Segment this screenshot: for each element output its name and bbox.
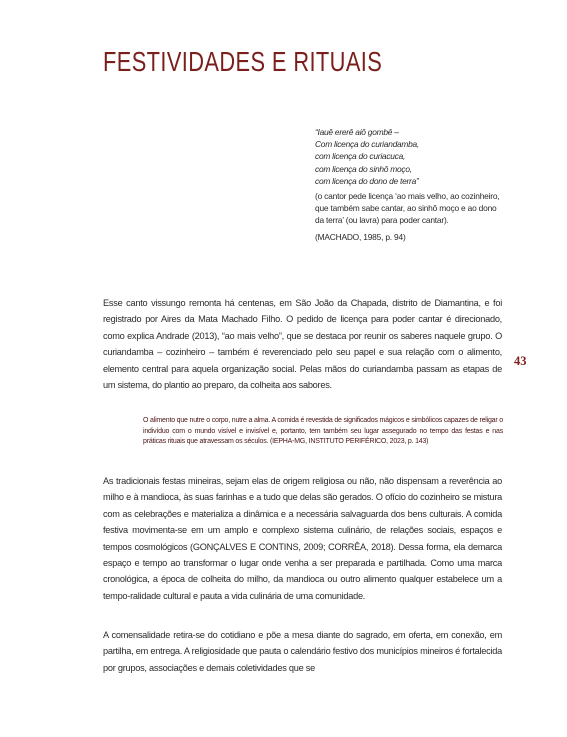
section-title: FESTIVIDADES E RITUAIS bbox=[103, 46, 383, 77]
epigraph-song-line: com licença do dono de terra” bbox=[315, 175, 419, 186]
callout-quote: O alimento que nutre o corpo, nutre a alma. A comida é revestida de significados mágicos e simbólicos capazes de religar o indivíduo com o mundo visível e invisível e, portanto, tem também seu lugar assegurado no tempo das festas e nas práticas rituais que atravessam os séculos. (IEPHA-MG, INSTITUTO PERIFÉRICO, 2023, p. 143) bbox=[143, 417, 503, 446]
body-paragraph: As tradicionais festas mineiras, sejam elas de origem religiosa ou não, não dispensam a reverência ao milho e à mandioca, às suas farinhas e a tudo que delas são gerados. O ofício do cozinheiro se mistura com as celebrações e materializa a dinâmica e a necessária salvaguarda dos bens culturais. A comida festiva movimenta-se em um amplo e complexo sistema culinário, de relações sociais, espaços e tempos cosmológicos (GONÇALVES E CONTINS, 2009; CORRÊA, 2018). Dessa forma, ela demarca espaço e tempo ao transformar o lugar onde venha a ser preparada e partilhada. Como uma marca cronológica, a época de colheita do milho, da mandioca ou outro alimento qualquer estabelece um a tempo-ralidade cultural e pauta a vida culinária de uma comunidade. bbox=[103, 476, 502, 601]
page-number: 43 bbox=[514, 354, 527, 368]
epigraph-song-line: com licença do sinhô moço, bbox=[315, 163, 412, 174]
epigraph-translation: (o cantor pede licença ‘ao mais velho, ao cozinheiro, que também sabe cantar, ao sinhô moço e ao dono da terra’ (ou lavra) para poder cantar). bbox=[315, 191, 500, 226]
epigraph-song-line: “Iauê ererê aiô gombê – bbox=[315, 127, 399, 137]
epigraph-citation: (MACHADO, 1985, p. 94) bbox=[315, 231, 406, 242]
epigraph bbox=[315, 126, 500, 243]
body-paragraph: Esse canto vissungo remonta há centenas, em São João da Chapada, distrito de Diamantina, e foi registrado por Aires da Mata Machado Filho. O pedido de licença para poder cantar é direcionado, como explica Andrade (2013), “ao mais velho”, que se destaca por reunir os saberes naquele grupo. O curiandamba – cozinheiro – também é reverenciado pelo seu papel e sua relação com o alimento, elemento central para aquela organização social. Pelas mãos do curiandamba passam as etapas de um sistema, do plantio ao preparo, da colheita aos sabores. bbox=[103, 298, 502, 391]
body-paragraph: A comensalidade retira-se do cotidiano e põe a mesa diante do sagrado, em oferta, em conexão, em partilha, em entrega. A religiosidade que pauta o calendário festivo dos municípios mineiros é fortalecida por grupos, associações e demais coletividades que se bbox=[103, 630, 502, 673]
epigraph-song-line: com licença do curiacuca, bbox=[315, 151, 406, 162]
epigraph-song-line: Com licença do curiandamba, bbox=[315, 139, 420, 150]
epigraph-song bbox=[315, 126, 500, 187]
